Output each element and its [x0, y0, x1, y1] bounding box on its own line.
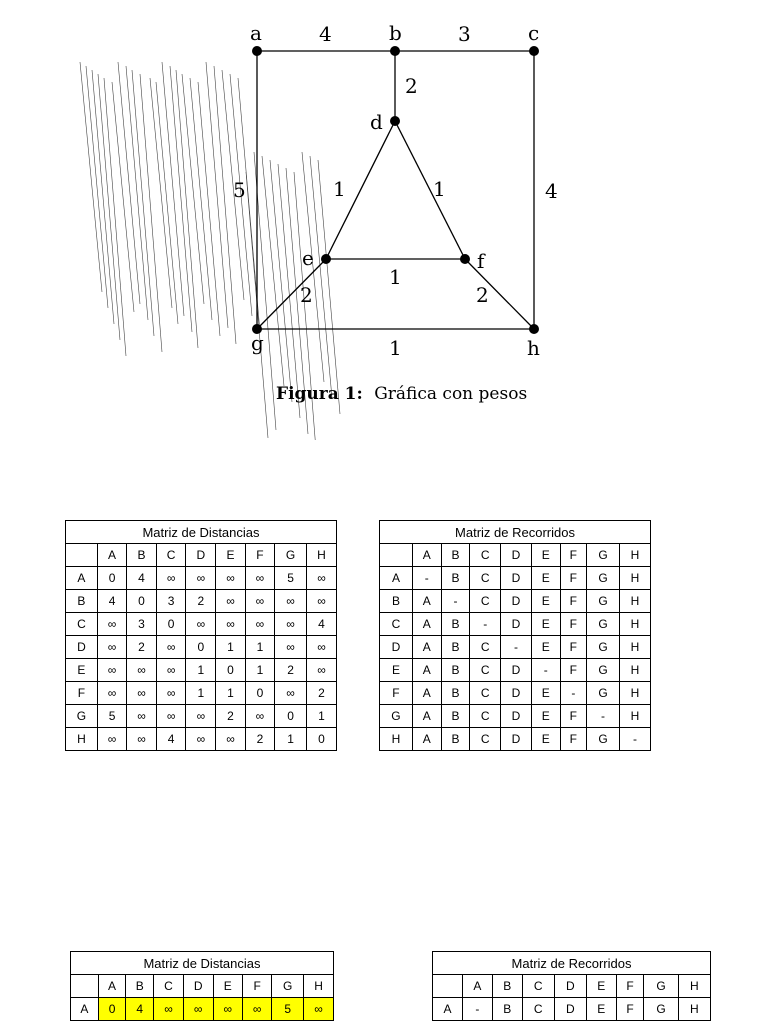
hatch-line: [104, 78, 126, 356]
table-row: [380, 636, 651, 659]
table-row: [66, 636, 337, 659]
column-header: A: [97, 544, 126, 567]
column-header: E: [216, 544, 245, 567]
table-cell: B: [441, 682, 470, 705]
edge-d-f: [395, 121, 465, 259]
distance-matrix-table: [65, 520, 337, 751]
table-row: [380, 590, 651, 613]
table-header-row: [71, 975, 334, 998]
table-cell: E: [531, 705, 560, 728]
figure-caption-label: Figura 1:: [276, 384, 363, 404]
weight-d-e: 1: [333, 177, 346, 201]
column-header: A: [98, 975, 126, 998]
table-cell: ∞: [127, 705, 156, 728]
hatch-line: [92, 70, 114, 324]
table-cell: B: [441, 705, 470, 728]
table-cell: ∞: [245, 567, 274, 590]
table-cell: ∞: [97, 728, 126, 751]
route-matrix-table-2: [432, 951, 711, 1021]
weight-f-h: 2: [476, 283, 489, 307]
column-header: A: [412, 544, 441, 567]
table-row: [66, 659, 337, 682]
table-row: [66, 590, 337, 613]
table-row: [66, 682, 337, 705]
table-corner-cell: [66, 544, 98, 567]
table-cell: D: [501, 613, 532, 636]
table-cell: 0: [245, 682, 274, 705]
node-d: [390, 116, 400, 126]
table-cell: A: [412, 705, 441, 728]
table-cell: ∞: [275, 590, 307, 613]
table-cell: 1: [275, 728, 307, 751]
table-row: [71, 998, 334, 1021]
table-cell: ∞: [275, 636, 307, 659]
table-cell: ∞: [245, 705, 274, 728]
table-cell: 1: [216, 682, 245, 705]
hatch-line: [126, 66, 148, 320]
table-cell: G: [587, 567, 620, 590]
weighted-graph-figure: [0, 0, 768, 440]
table-cell: G: [587, 728, 620, 751]
table-row: [380, 659, 651, 682]
table-cell: 1: [306, 705, 336, 728]
node-h: [529, 324, 539, 334]
row-header: E: [66, 659, 98, 682]
table-cell: -: [462, 998, 492, 1021]
table-cell: -: [587, 705, 620, 728]
table-cell: G: [644, 998, 678, 1021]
table-cell: A: [412, 659, 441, 682]
column-header: G: [644, 975, 678, 998]
column-header: H: [619, 544, 650, 567]
weight-b-d: 2: [405, 74, 418, 98]
node-label-a: a: [250, 21, 262, 45]
table-cell: H: [619, 590, 650, 613]
table-cell: ∞: [97, 636, 126, 659]
weight-b-c: 3: [458, 22, 471, 46]
node-b: [390, 46, 400, 56]
node-c: [529, 46, 539, 56]
column-header: A: [462, 975, 492, 998]
table-cell: ∞: [216, 567, 245, 590]
table-cell: D: [501, 728, 532, 751]
column-header: E: [586, 975, 616, 998]
table-cell: H: [619, 659, 650, 682]
table-cell: 0: [186, 636, 216, 659]
hatch-line: [198, 82, 220, 336]
table-cell: ∞: [97, 659, 126, 682]
column-header: G: [272, 975, 304, 998]
table-cell: 5: [97, 705, 126, 728]
table-cell: E: [531, 567, 560, 590]
table-cell: A: [412, 613, 441, 636]
node-label-d: d: [370, 110, 383, 134]
table-row: [380, 705, 651, 728]
column-header: C: [522, 975, 554, 998]
table-cell: ∞: [127, 728, 156, 751]
table-cell: D: [501, 705, 532, 728]
weight-e-g: 2: [300, 283, 313, 307]
table-header-row: [433, 975, 711, 998]
table-cell: C: [470, 659, 501, 682]
table-row: [380, 567, 651, 590]
table-cell: ∞: [306, 636, 336, 659]
table-cell: 5: [272, 998, 304, 1021]
table-cell: E: [531, 728, 560, 751]
table-cell: D: [501, 567, 532, 590]
table-cell: 1: [216, 636, 245, 659]
table-cell: F: [560, 590, 587, 613]
table-row: [66, 613, 337, 636]
node-label-e: e: [302, 246, 314, 270]
table-cell: A: [412, 682, 441, 705]
table-cell: 0: [275, 705, 307, 728]
table-cell: -: [470, 613, 501, 636]
column-header: D: [186, 544, 216, 567]
table-cell: ∞: [186, 728, 216, 751]
row-header: C: [66, 613, 98, 636]
table-row: [380, 728, 651, 751]
node-e: [321, 254, 331, 264]
node-label-f: f: [477, 249, 485, 273]
table-cell: ∞: [186, 567, 216, 590]
node-label-b: b: [389, 21, 402, 45]
table-cell: G: [587, 590, 620, 613]
table-cell: D: [501, 590, 532, 613]
table-cell: ∞: [97, 613, 126, 636]
table-cell: -: [441, 590, 470, 613]
table-cell: B: [441, 728, 470, 751]
table-cell: F: [560, 636, 587, 659]
column-header: B: [127, 544, 156, 567]
table-header-row: [380, 544, 651, 567]
table-cell: C: [470, 567, 501, 590]
row-header: A: [66, 567, 98, 590]
table-cell: 2: [216, 705, 245, 728]
table-corner-cell: [380, 544, 413, 567]
table-cell: B: [441, 659, 470, 682]
table-cell: -: [560, 682, 587, 705]
table-cell: ∞: [275, 682, 307, 705]
table-cell: 0: [97, 567, 126, 590]
table-cell: -: [412, 567, 441, 590]
table-cell: E: [531, 613, 560, 636]
node-a: [252, 46, 262, 56]
table-cell: ∞: [245, 613, 274, 636]
table-cell: H: [619, 613, 650, 636]
table-cell: ∞: [186, 705, 216, 728]
row-header: G: [380, 705, 413, 728]
hatch-line: [150, 78, 172, 308]
column-header: E: [213, 975, 242, 998]
row-header: C: [380, 613, 413, 636]
table-cell: 0: [156, 613, 186, 636]
table-cell: F: [616, 998, 644, 1021]
table-cell: ∞: [245, 590, 274, 613]
hatch-line: [140, 74, 162, 352]
table-title: Matriz de Recorridos: [380, 521, 651, 544]
table-cell: ∞: [154, 998, 184, 1021]
table-cell: ∞: [216, 590, 245, 613]
table-title: Matriz de Distancias: [66, 521, 337, 544]
table-cell: ∞: [183, 998, 213, 1021]
weight-g-h: 1: [389, 336, 402, 360]
table-cell: ∞: [156, 567, 186, 590]
table-cell: ∞: [156, 659, 186, 682]
table-cell: 4: [97, 590, 126, 613]
row-header: A: [380, 567, 413, 590]
table-cell: 0: [127, 590, 156, 613]
table-cell: H: [678, 998, 710, 1021]
table-cell: H: [619, 682, 650, 705]
table-cell: C: [470, 682, 501, 705]
route-matrix-table: [379, 520, 651, 751]
hatch-line: [86, 66, 108, 308]
column-header: F: [616, 975, 644, 998]
table-cell: ∞: [127, 682, 156, 705]
node-label-g: g: [251, 331, 264, 355]
table-cell: H: [619, 705, 650, 728]
weight-c-h: 4: [545, 179, 558, 203]
table-cell: ∞: [306, 659, 336, 682]
table-cell: 2: [127, 636, 156, 659]
table-cell: ∞: [275, 613, 307, 636]
table-cell: C: [470, 705, 501, 728]
table-cell: 1: [186, 659, 216, 682]
table-cell: B: [441, 636, 470, 659]
hatch-line: [98, 74, 120, 340]
weight-e-f: 1: [389, 265, 402, 289]
table-cell: E: [586, 998, 616, 1021]
row-header: F: [380, 682, 413, 705]
table-cell: ∞: [242, 998, 271, 1021]
table-cell: ∞: [304, 998, 334, 1021]
table-cell: C: [470, 590, 501, 613]
column-header: E: [531, 544, 560, 567]
table-row: [66, 567, 337, 590]
table-cell: A: [412, 636, 441, 659]
table-cell: ∞: [216, 728, 245, 751]
row-header: B: [380, 590, 413, 613]
table-cell: 1: [245, 636, 274, 659]
node-label-c: c: [528, 21, 540, 45]
distance-matrix-table-2: [70, 951, 334, 1021]
table-cell: ∞: [127, 659, 156, 682]
figure-caption-text: Gráfica con pesos: [374, 384, 528, 404]
column-header: B: [441, 544, 470, 567]
row-header: H: [380, 728, 413, 751]
column-header: D: [183, 975, 213, 998]
table-cell: A: [412, 590, 441, 613]
column-header: F: [560, 544, 587, 567]
table-cell: ∞: [216, 613, 245, 636]
column-header: D: [501, 544, 532, 567]
table-cell: 1: [245, 659, 274, 682]
table-cell: G: [587, 613, 620, 636]
row-header: D: [380, 636, 413, 659]
node-f: [460, 254, 470, 264]
table-cell: ∞: [156, 636, 186, 659]
table-cell: -: [531, 659, 560, 682]
table-row: [380, 682, 651, 705]
table-cell: G: [587, 659, 620, 682]
table-cell: 2: [275, 659, 307, 682]
column-header: B: [126, 975, 154, 998]
table-title: Matriz de Distancias: [71, 952, 334, 975]
table-cell: 2: [186, 590, 216, 613]
table-cell: 1: [186, 682, 216, 705]
row-header: G: [66, 705, 98, 728]
table-cell: D: [501, 659, 532, 682]
column-header: F: [245, 544, 274, 567]
table-cell: ∞: [306, 590, 336, 613]
weight-a-b: 4: [319, 22, 332, 46]
row-header: D: [66, 636, 98, 659]
table-cell: ∞: [156, 682, 186, 705]
table-cell: C: [470, 728, 501, 751]
table-cell: ∞: [156, 705, 186, 728]
table-cell: C: [470, 636, 501, 659]
table-cell: 3: [156, 590, 186, 613]
table-cell: E: [531, 590, 560, 613]
table-cell: ∞: [186, 613, 216, 636]
table-header-row: [66, 544, 337, 567]
table-cell: ∞: [213, 998, 242, 1021]
table-row: [433, 998, 711, 1021]
column-header: C: [470, 544, 501, 567]
table-cell: D: [501, 682, 532, 705]
row-header: E: [380, 659, 413, 682]
table-cell: 0: [98, 998, 126, 1021]
table-cell: D: [554, 998, 586, 1021]
table-cell: F: [560, 567, 587, 590]
table-cell: -: [619, 728, 650, 751]
table-cell: 3: [127, 613, 156, 636]
table-cell: 2: [306, 682, 336, 705]
table-corner-cell: [433, 975, 463, 998]
table-corner-cell: [71, 975, 99, 998]
table-cell: F: [560, 728, 587, 751]
table-cell: B: [441, 567, 470, 590]
table-cell: F: [560, 613, 587, 636]
row-header: F: [66, 682, 98, 705]
table-cell: 5: [275, 567, 307, 590]
hatch-line: [80, 62, 102, 292]
hatch-line: [170, 66, 192, 332]
figure-caption: [276, 384, 527, 404]
table-cell: ∞: [306, 567, 336, 590]
table-cell: E: [531, 682, 560, 705]
table-cell: 0: [306, 728, 336, 751]
table-row: [66, 705, 337, 728]
column-header: G: [275, 544, 307, 567]
table-cell: E: [531, 636, 560, 659]
table-title: Matriz de Recorridos: [433, 952, 711, 975]
weight-d-f: 1: [433, 177, 446, 201]
column-header: H: [304, 975, 334, 998]
table-cell: F: [560, 659, 587, 682]
column-header: H: [678, 975, 710, 998]
table-cell: 4: [156, 728, 186, 751]
column-header: B: [492, 975, 522, 998]
row-header: H: [66, 728, 98, 751]
weight-a-g: 5: [233, 178, 246, 202]
table-cell: B: [441, 613, 470, 636]
table-cell: H: [619, 636, 650, 659]
table-cell: 4: [127, 567, 156, 590]
column-header: F: [242, 975, 271, 998]
table-cell: H: [619, 567, 650, 590]
column-header: C: [156, 544, 186, 567]
table-cell: 2: [245, 728, 274, 751]
row-header: A: [433, 998, 463, 1021]
table-cell: ∞: [97, 682, 126, 705]
table-cell: -: [501, 636, 532, 659]
table-cell: A: [412, 728, 441, 751]
node-label-h: h: [527, 336, 540, 360]
table-cell: 4: [126, 998, 154, 1021]
column-header: C: [154, 975, 184, 998]
table-cell: B: [492, 998, 522, 1021]
column-header: H: [306, 544, 336, 567]
table-row: [380, 613, 651, 636]
table-cell: C: [522, 998, 554, 1021]
table-cell: F: [560, 705, 587, 728]
table-cell: G: [587, 682, 620, 705]
table-cell: 4: [306, 613, 336, 636]
row-header: B: [66, 590, 98, 613]
table-cell: 0: [216, 659, 245, 682]
column-header: G: [587, 544, 620, 567]
column-header: D: [554, 975, 586, 998]
table-cell: G: [587, 636, 620, 659]
row-header: A: [71, 998, 99, 1021]
table-row: [66, 728, 337, 751]
